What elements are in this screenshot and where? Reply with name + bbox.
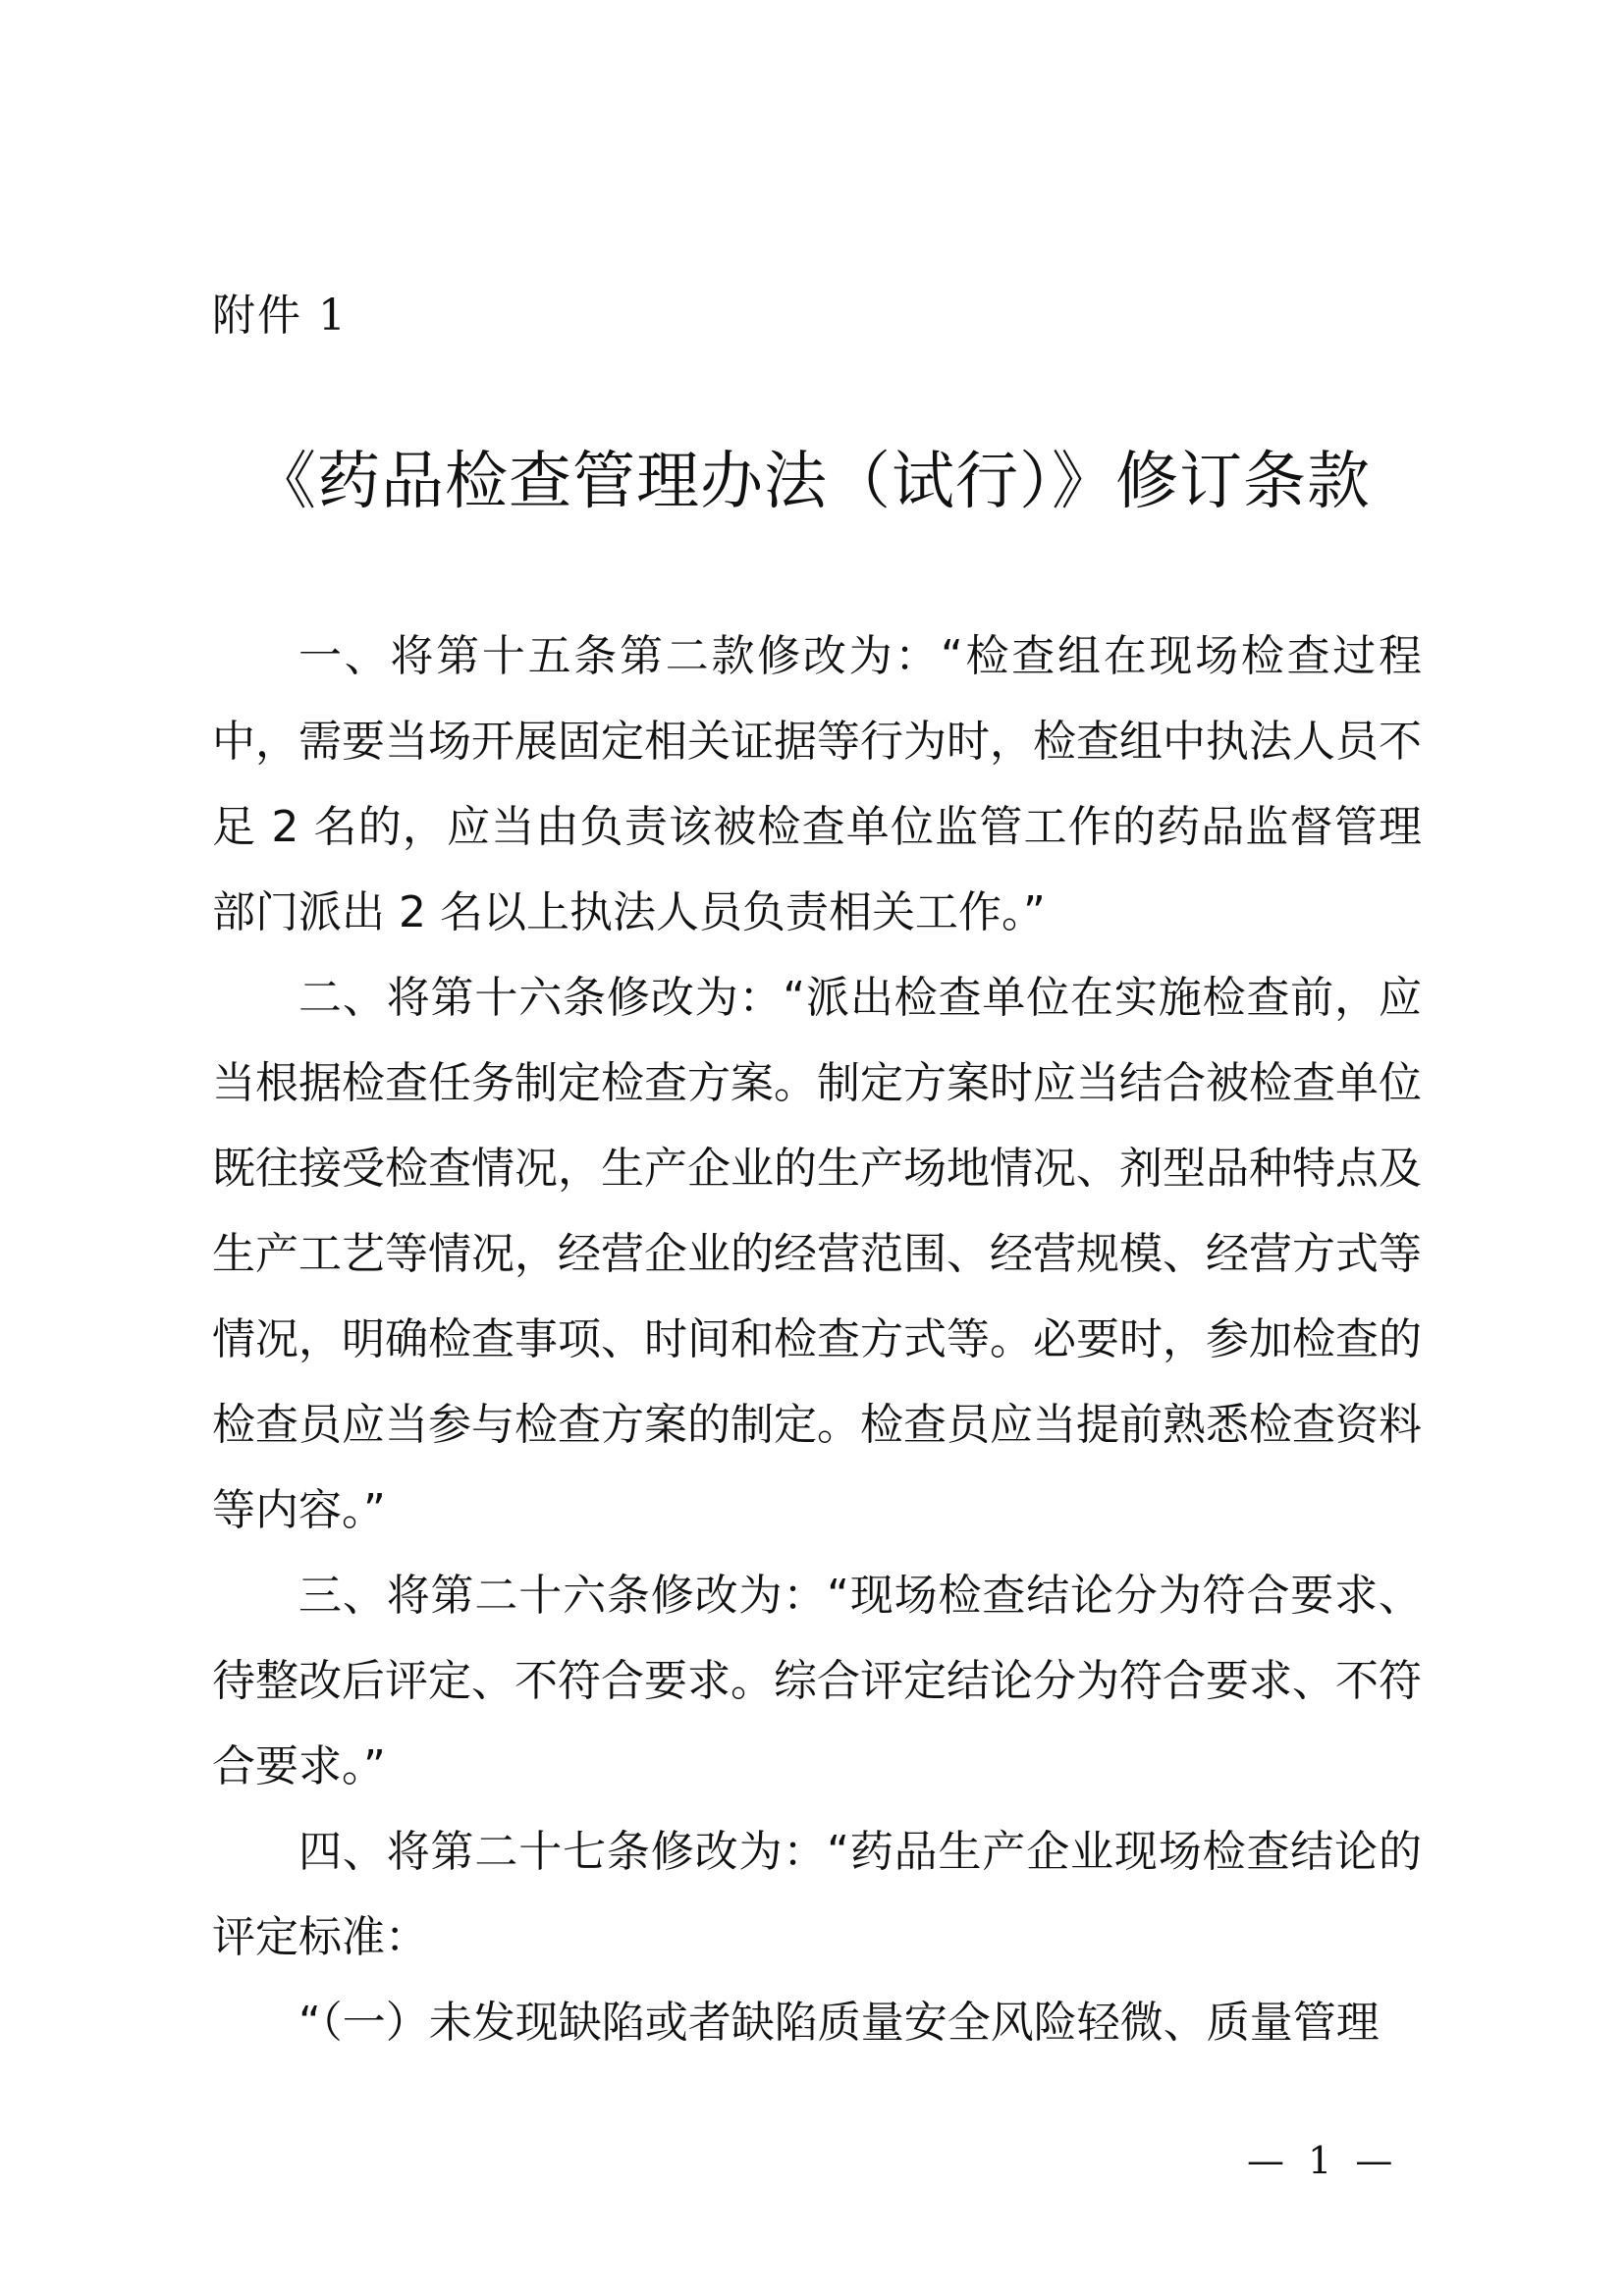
paragraph-5: “（一）未发现缺陷或者缺陷质量安全风险轻微、质量管理: [298, 1998, 1380, 2048]
attachment-label: 附件 1: [212, 291, 348, 341]
page-number: — 1 —: [1247, 2139, 1399, 2182]
document-title: 《药品检查管理办法（试行）》修订条款: [253, 446, 1371, 518]
document-body: [212, 614, 1422, 2065]
paragraph-4: 四、将第二十七条修改为：“药品生产企业现场检查结论的评定标准：: [212, 1827, 1422, 1962]
paragraph-2: 二、将第十六条修改为：“派出检查单位在实施检查前，应当根据检查任务制定检查方案。制定方案时应当结合被检查单位既往接受检查情况，生产企业的生产场地情况、剂型品种特点及生产工艺等情况，经营企业的经营范围、经营规模、经营方式等情况，明确检查事项、时间和检查方式等。必要时，参加检查的检查员应当参与检查方案的制定。检查员应当提前熟悉检查资料等内容。”: [212, 973, 1422, 1535]
paragraph-1: 一、将第十五条第二款修改为：“检查组在现场检查过程中，需要当场开展固定相关证据等行为时，检查组中执法人员不足 2 名的，应当由负责该被检查单位监管工作的药品监督管理部门派出 2 名以上执法人员负责相关工作。”: [212, 631, 1422, 937]
paragraph-3: 三、将第二十六条修改为：“现场检查结论分为符合要求、待整改后评定、不符合要求。综合评定结论分为符合要求、不符合要求。”: [212, 1571, 1422, 1791]
